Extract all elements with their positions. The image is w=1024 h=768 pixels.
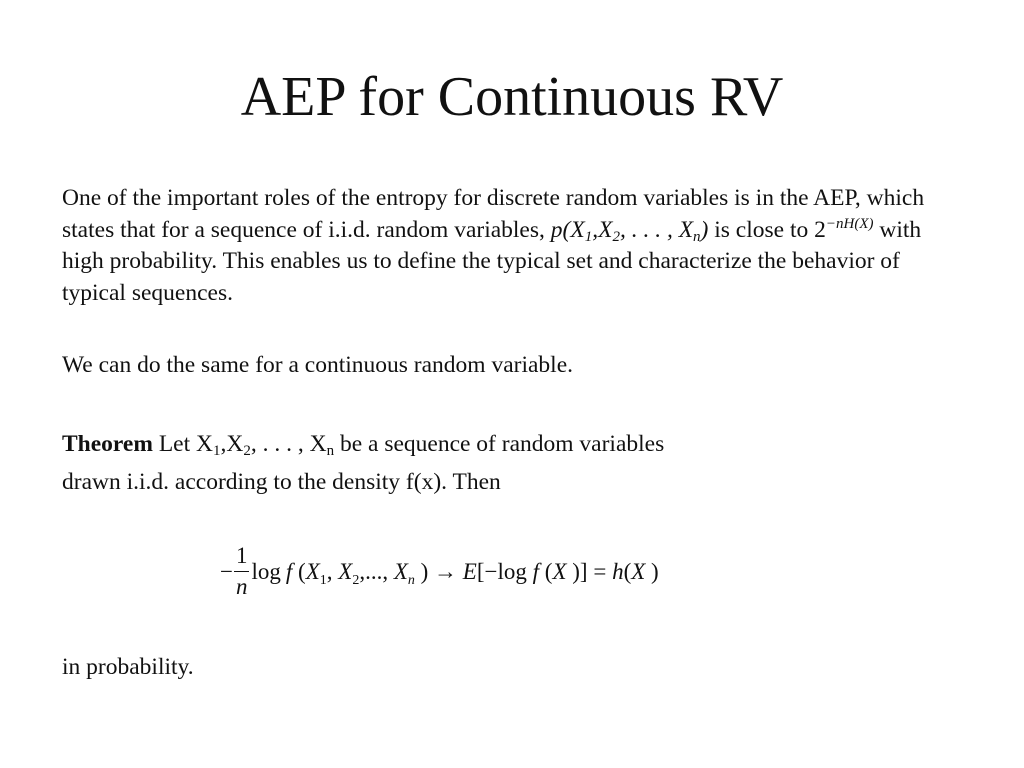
x-3: X: [552, 559, 567, 584]
x-2-sub: 2: [352, 573, 360, 588]
theorem-text-b: be a sequence of random variables: [334, 431, 665, 457]
sub-1: 1: [584, 228, 593, 245]
theorem-sub-2: 2: [243, 443, 251, 459]
x-n: X: [393, 559, 408, 584]
f-2: f: [532, 559, 540, 584]
ellipsis-x: , . . . , X: [619, 216, 694, 243]
continuous-paragraph: We can do the same for a continuous random variable.: [62, 352, 574, 378]
x-1: X: [305, 559, 320, 584]
x-2: X: [338, 559, 353, 584]
sep-1: ,: [326, 559, 339, 584]
p-close: ): [700, 216, 709, 243]
log-1: log: [251, 559, 281, 584]
close-2: )] =: [566, 559, 613, 584]
entropy-h: h: [612, 559, 624, 584]
open-1: (: [292, 559, 306, 584]
fraction-denominator: n: [235, 574, 248, 599]
theorem-sub-n: n: [326, 443, 335, 459]
bracket-open: [−log: [476, 559, 533, 584]
theorem-label: Theorem: [62, 431, 153, 457]
joint-density-expression: [551, 217, 709, 243]
theorem-line-2: drawn i.i.d. according to the density f(x). Then: [62, 469, 501, 495]
sub-2: 2: [612, 228, 620, 245]
in-probability-paragraph: in probability.: [62, 654, 194, 680]
aep-formula: [220, 542, 659, 616]
formula-minus: −: [220, 559, 233, 584]
theorem-text-a: Let X: [152, 431, 213, 457]
intro-text-b: is close to 2: [708, 216, 826, 243]
expectation-e: E: [462, 559, 477, 584]
theorem-comma-x: ,X: [220, 431, 244, 457]
f-1: f: [285, 559, 293, 584]
intro-text-c: with high probability. This enables us to define the typical set and characterize the behavior of typical sequences.: [62, 216, 922, 306]
fraction-numerator: 1: [234, 542, 250, 572]
exponent: −nH(X): [825, 215, 874, 232]
arrow: →: [428, 559, 463, 584]
intro-text-a: One of the important roles of the entropy for discrete random variables is in the AEP, which states that for a sequence of i.i.d. random variables,: [62, 185, 925, 243]
x-1-sub: 1: [319, 573, 327, 588]
theorem-paragraph: [62, 425, 968, 501]
p-open: p(X: [550, 216, 585, 243]
formula-body: [251, 558, 658, 586]
fraction-one-over-n: [234, 542, 250, 602]
slide-title: AEP for Continuous RV: [240, 66, 784, 128]
theorem-sub-1: 1: [212, 443, 221, 459]
x-4: X: [631, 559, 646, 584]
close-3: ): [645, 559, 659, 584]
open-3: (: [623, 559, 632, 584]
open-2: (: [539, 559, 553, 584]
comma-x: ,X: [592, 216, 613, 243]
theorem-ellipsis-x: , . . . , X: [250, 431, 327, 457]
aep-intro-paragraph: [62, 183, 968, 309]
close-1: ): [414, 559, 429, 584]
x-n-sub: n: [407, 573, 415, 588]
dots: ,...,: [359, 559, 394, 584]
sub-n: n: [693, 228, 701, 245]
